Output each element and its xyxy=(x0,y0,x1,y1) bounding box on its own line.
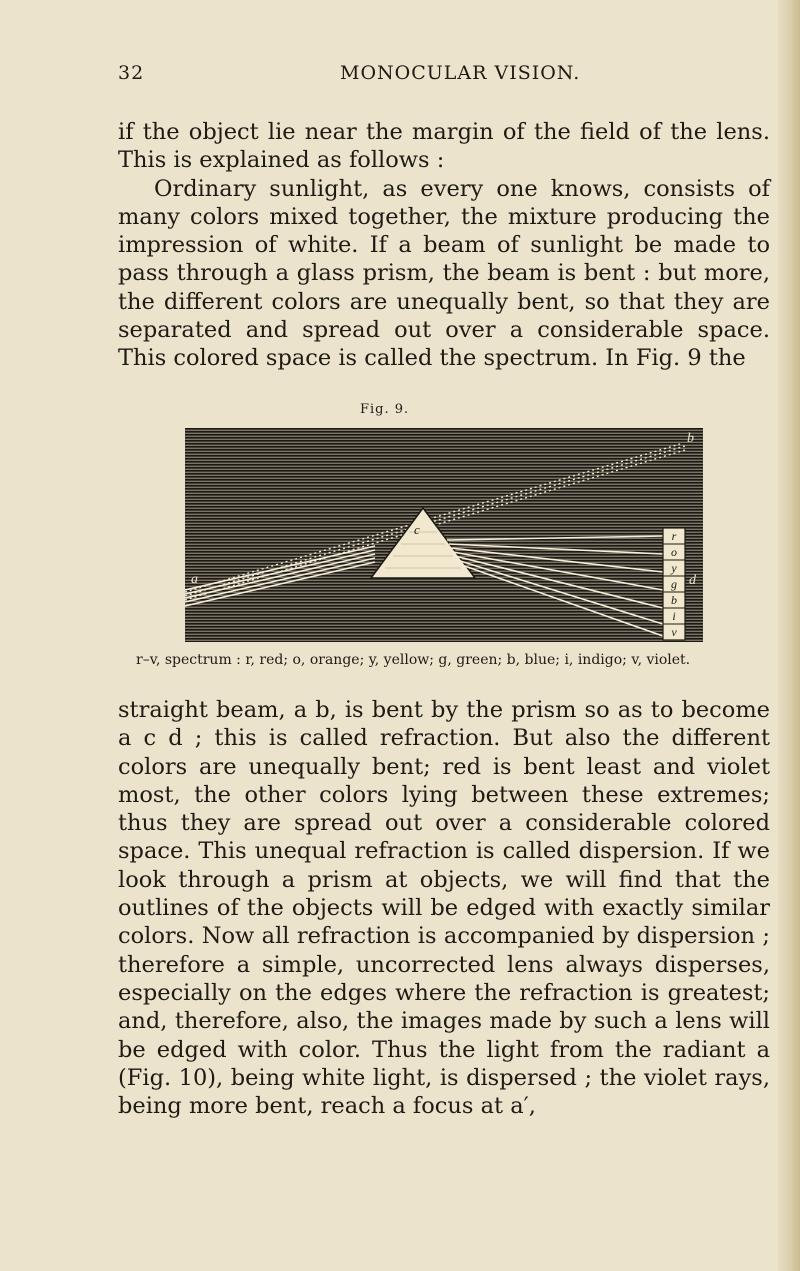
figure-caption: r–v, spectrum : r, red; o, orange; y, yellow; g, green; b, blue; i, indigo; v, violet. xyxy=(136,652,691,668)
prism-diagram xyxy=(185,428,703,642)
spectrum-b: b xyxy=(671,593,677,607)
text-block-top xyxy=(118,118,770,373)
spectrum-y: y xyxy=(671,561,677,575)
paragraph: if the object lie near the margin of the field of the lens. This is explained as follows : xyxy=(118,119,770,174)
spectrum-v: v xyxy=(671,625,677,639)
text-block-bottom xyxy=(118,696,770,1120)
page-edge xyxy=(778,0,800,1271)
label-c: c xyxy=(414,522,420,537)
spectrum-o: o xyxy=(671,545,677,559)
prism-figure xyxy=(185,428,703,642)
label-a: a xyxy=(191,572,198,587)
spectrum-r: r xyxy=(671,529,677,543)
spectrum-g: g xyxy=(671,577,677,591)
running-head xyxy=(118,62,768,90)
header-title: MONOCULAR VISION. xyxy=(340,62,581,84)
label-d: d xyxy=(689,573,696,588)
label-b: b xyxy=(687,431,694,446)
paragraph: Ordinary sunlight, as every one knows, consists of many colors mixed together, the mixture producing the impression of white. If a beam of sunlight be made to pass through a glass prism, the beam is bent : but more, the different colors are unequally bent, so that they are separated and spread out over a considerable space. This colored space is called the spectrum. In Fig. 9 the xyxy=(118,175,770,372)
paragraph: straight beam, a b, is bent by the prism so as to become a c d ; this is called refraction. But also the different colors are unequally bent; red is bent least and violet most, the other colors lying between these extremes; thus they are spread out over a considerable colored space. This unequal refraction is called dispersion. If we look through a prism at objects, we will find that the outlines of the objects will be edged with exactly similar colors. Now all refraction is accompanied by dispersion ; therefore a simple, uncorrected lens always disperses, especially on the edges where the refraction is greatest; and, therefore, also, the images made by such a lens will be edged with color. Thus the light from the radiant a (Fig. 10), being white light, is dispersed ; the violet rays, being more bent, reach a focus at a′, xyxy=(118,697,770,1120)
spectrum-i: i xyxy=(672,609,676,623)
page-number: 32 xyxy=(118,62,145,84)
figure-label: Fig. 9. xyxy=(360,402,410,417)
